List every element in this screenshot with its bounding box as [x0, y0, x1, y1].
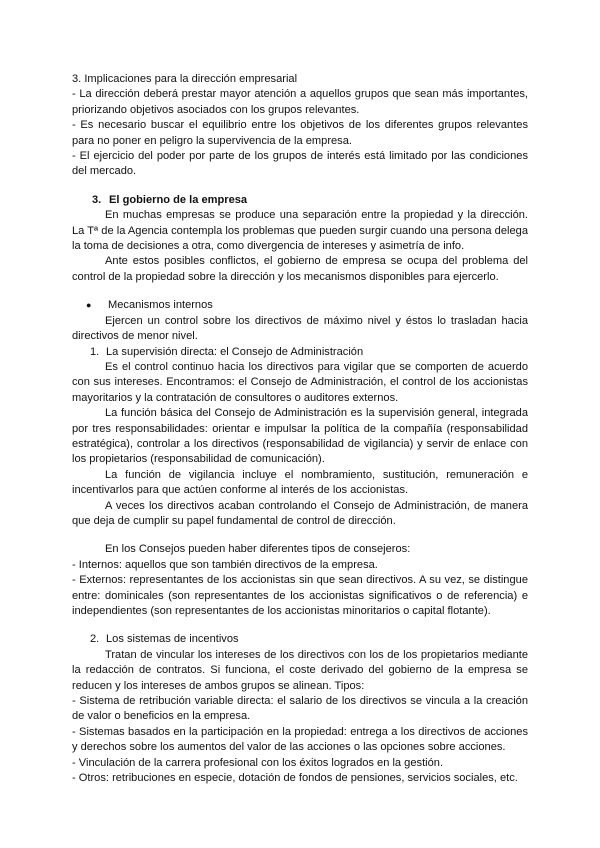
implicaciones-line-2: - Es necesario buscar el equilibrio entre los objetivos de los diferentes grupos relevantes para no poner en peligro la supervivencia de la empresa. [72, 119, 528, 147]
gobierno-paragraph-1: En muchas empresas se produce una separación entre la propiedad y la dirección. La Tª de la Agencia contempla los problemas que pueden surgir cuando una persona delega la toma de decisiones a otra, como divergencia de intereses y asimetría de info. [72, 209, 528, 253]
incentivos-tipo-1: - Sistema de retribución variable directa: el salario de los directivos se vincula a la creación de valor o beneficios en la empresa. [72, 695, 528, 723]
incentivos-title: Los sistemas de incentivos [106, 633, 239, 646]
incentivos-tipo-3: - Vinculación de la carrera profesional con los éxitos logrados en la gestión. [72, 756, 444, 769]
supervision-paragraph-4: A veces los directivos acaban controlando el Consejo de Administración, de manera que deja de cumplir su papel fundamental de control de dirección. [72, 499, 528, 527]
implicaciones-line-1: - La dirección deberá prestar mayor atención a aquellos grupos que sean más importantes, priorizando objetivos asociados con los grupos relevantes. [72, 88, 528, 116]
gobierno-paragraph-2: Ante estos posibles conflictos, el gobierno de empresa se ocupa del problema del control de la propiedad sobre la dirección y los mecanismos disponibles para ejercerlo. [72, 255, 528, 283]
incentivos-number: 2. [90, 633, 100, 646]
implicaciones-line-3: - El ejercicio del poder por parte de los grupos de interés está limitado por las condiciones del mercado. [72, 150, 528, 178]
bullet-icon: ● [86, 300, 92, 311]
incentivos-tipo-2: - Sistemas basados en la participación en la propiedad: entrega a los directivos de acciones y derechos sobre los aumentos del valor de las acciones o las opciones sobre acciones. [72, 725, 528, 754]
spacer [72, 619, 528, 632]
spacer [72, 529, 528, 542]
incentivos-paragraph: Tratan de vincular los intereses de los directivos con los de los propietarios mediante la redacción de contratos. Si funciona, el coste derivado del gobierno de la empresa se reducen y los intereses de ambos grupos se alinean. Tipos: [72, 648, 528, 692]
supervision-title: La supervisión directa: el Consejo de Administración [106, 345, 364, 358]
spacer [72, 285, 528, 298]
consejeros-externos: - Externos: representantes de los accionistas sin que sean directivos. A su vez, se distingue entre: dominicales (son representantes de los accionistas significativos o de referencia) e independientes (son representantes de los accionistas minoritarios o capital flotante). [72, 574, 528, 617]
gobierno-heading [72, 193, 528, 208]
supervision-paragraph-1: Es el control continuo hacia los directivos para vigilar que se comporten de acuerdo con sus intereses. Encontramos: el Consejo de Administración, el control de los accionistas mayoritarios y la contratación de consultores o auditores externos. [72, 360, 528, 404]
spacer [72, 180, 528, 193]
implicaciones-title: 3. Implicaciones para la dirección empresarial [72, 73, 298, 85]
mecanismos-paragraph: Ejercen un control sobre los directivos de máximo nivel y éstos lo trasladan hacia directivos de menor nivel. [72, 314, 528, 343]
incentivos-heading [72, 632, 528, 647]
supervision-number: 1. [90, 345, 100, 358]
consejeros-internos: - Internos: aquellos que son también directivos de la empresa. [72, 558, 378, 571]
mecanismos-title: Mecanismos internos [108, 299, 213, 312]
consejeros-intro: En los Consejos pueden haber diferentes tipos de consejeros: [105, 543, 411, 556]
gobierno-title: El gobierno de la empresa [109, 193, 248, 206]
supervision-paragraph-3: La función de vigilancia incluye el nombramiento, sustitución, remuneración e incentivarlos para que actúen conforme al interés de los accionistas. [72, 468, 528, 497]
incentivos-tipo-4: - Otros: retribuciones en especie, dotación de fondos de pensiones, servicios sociales, etc. [72, 772, 518, 785]
gobierno-number: 3. [92, 193, 102, 206]
mecanismos-bullet-item [72, 298, 528, 313]
supervision-paragraph-2: La función básica del Consejo de Administración es la supervisión general, integrada por tres responsabilidades: orientar e impulsar la política de la compañía (responsabilidad estratégica), controlar a los directivos (responsabilidad de vigilancia) y servir de enlace con los propietarios (responsabilidad de comunicación). [72, 407, 528, 466]
supervision-heading [72, 345, 528, 360]
